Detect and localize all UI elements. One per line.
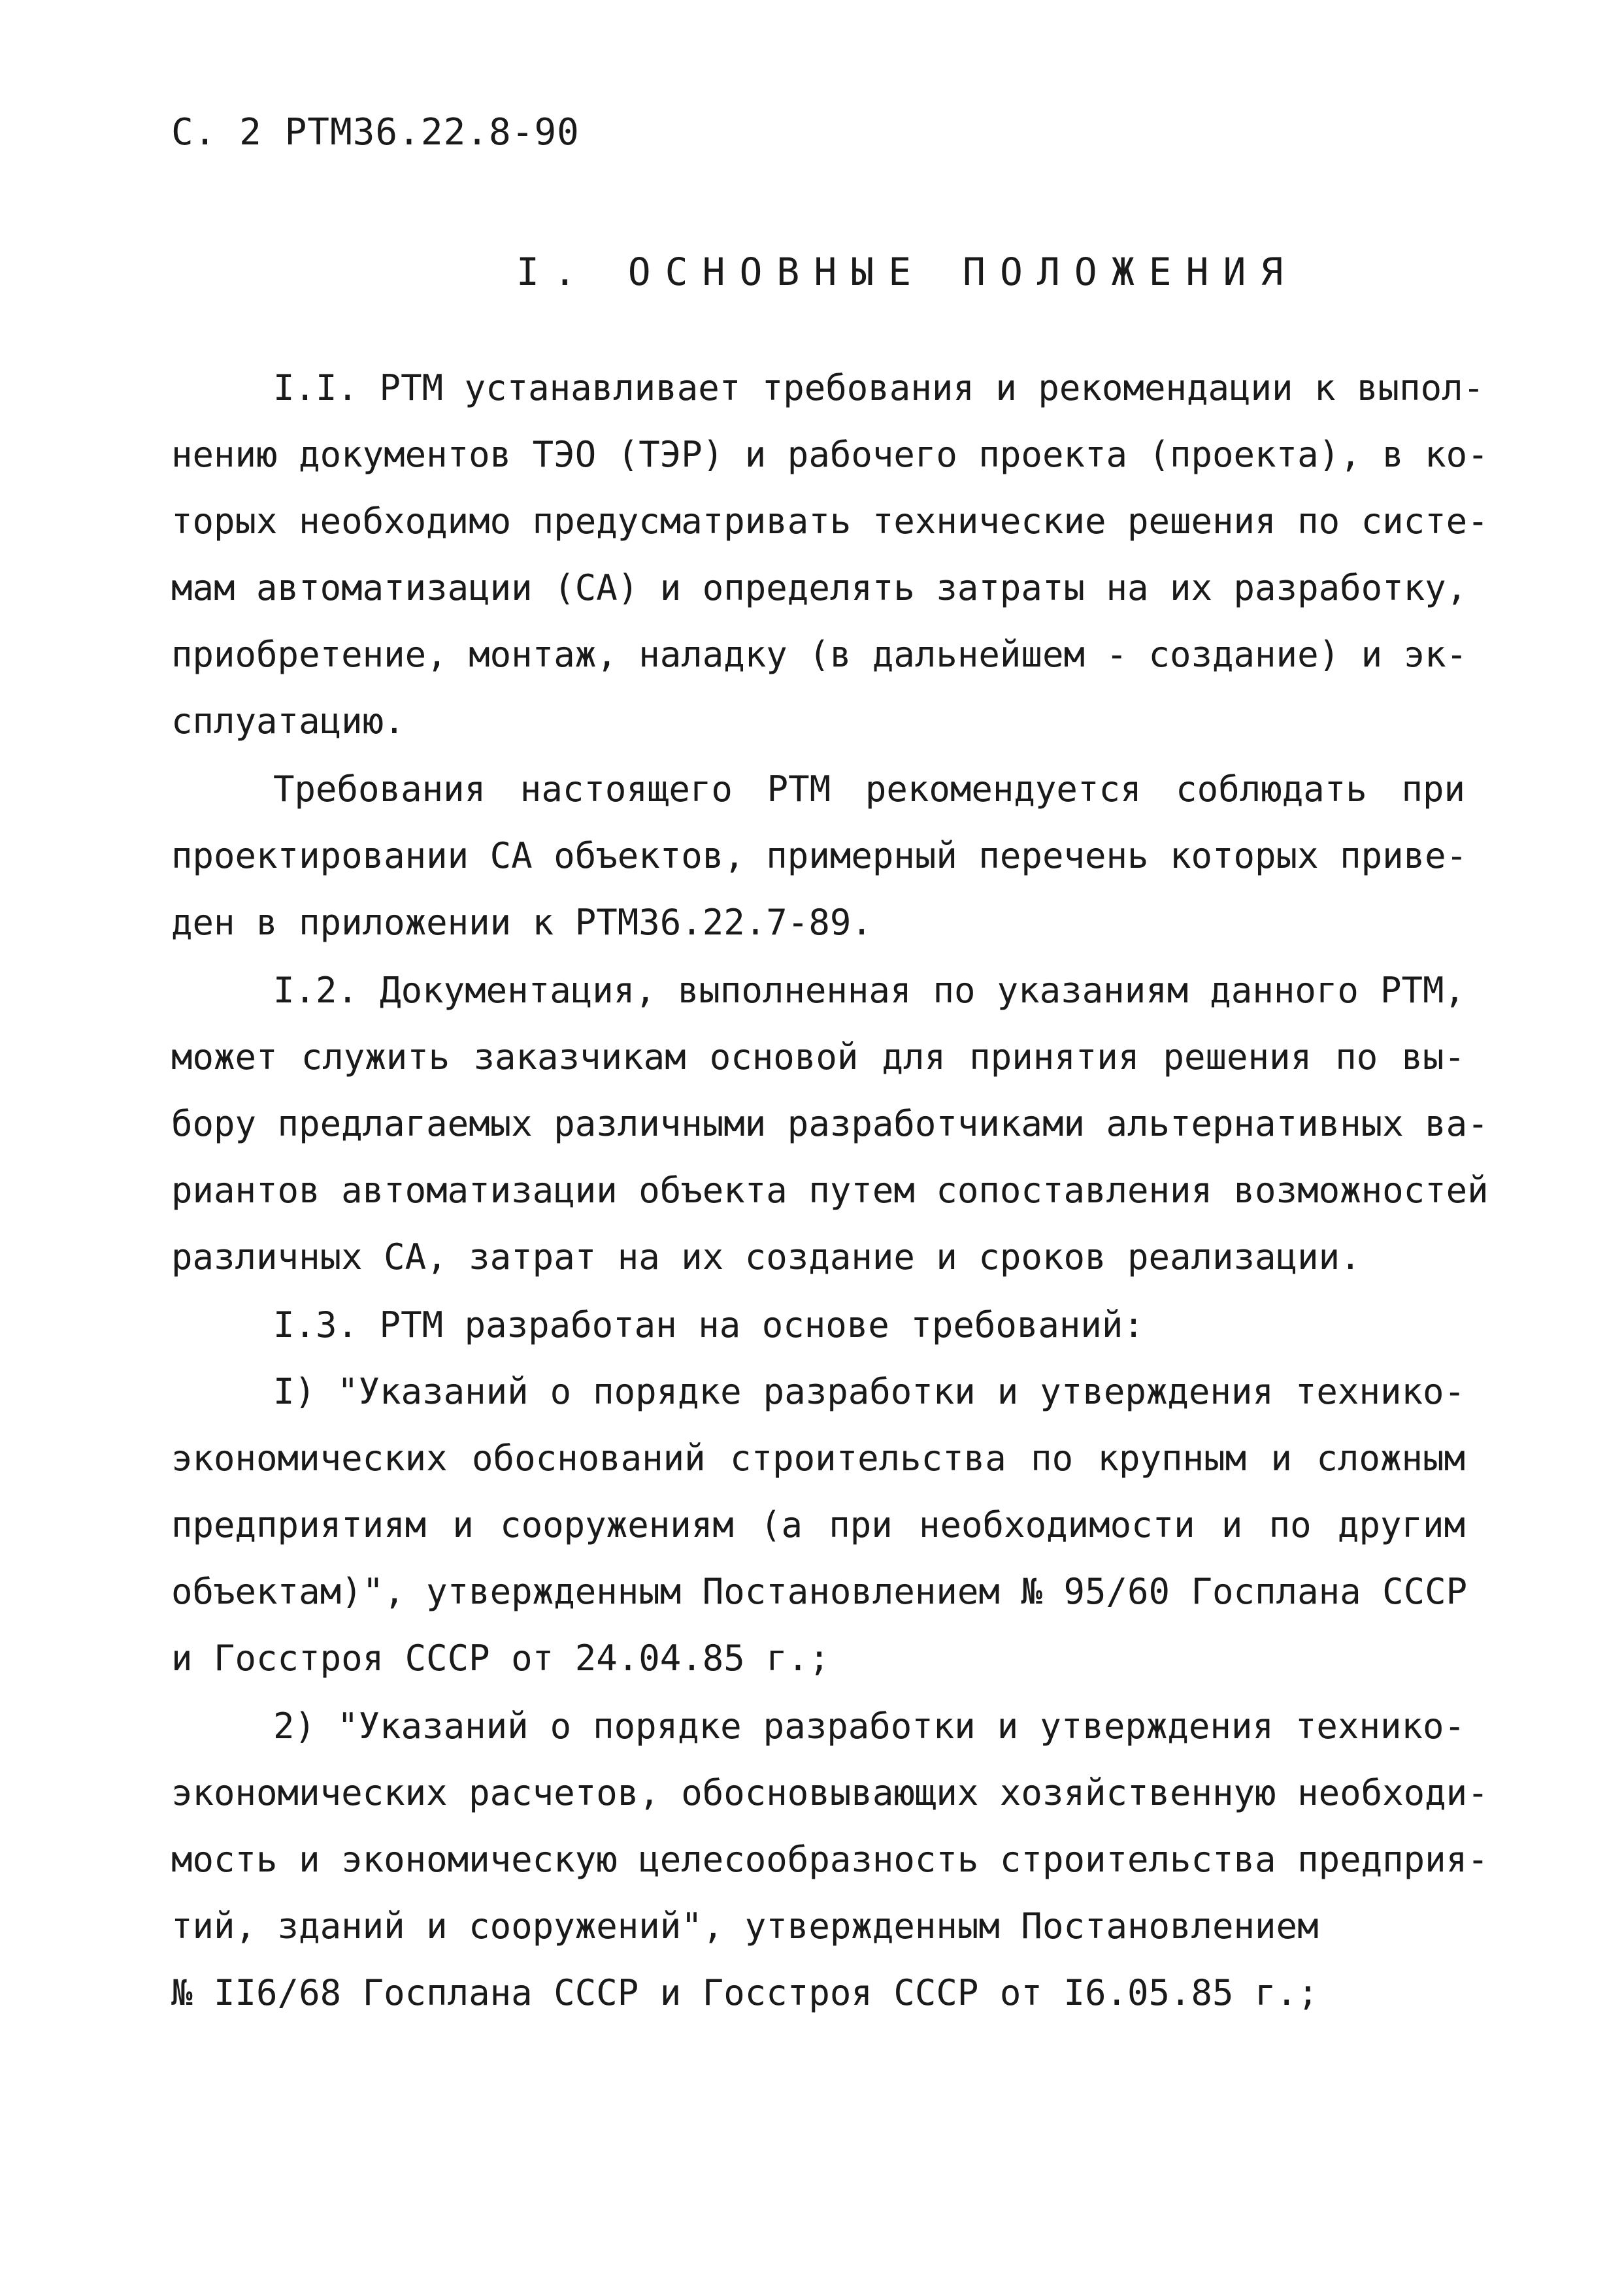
paragraph-line: экономических обоснований строительства по крупным и сложным [171, 1438, 1465, 1479]
page-header: С. 2 РТМ36.22.8-90 [171, 111, 580, 154]
paragraph-line: объектам)", утвержденным Постановлением № 95/60 Госплана СССР [171, 1571, 1468, 1612]
section-title: I. ОСНОВНЫЕ ПОЛОЖЕНИЯ [516, 250, 1298, 294]
paragraph-line: Требования настоящего РТМ рекомендуется соблюдать при [273, 768, 1465, 810]
paragraph-line: I) "Указаний о порядке разработки и утверждения технико- [273, 1371, 1465, 1412]
paragraph-line: I.I. РТМ устанавливает требования и рекомендации к выпол- [273, 367, 1485, 408]
paragraph-line: I.3. РТМ разработан на основе требований: [273, 1304, 1144, 1345]
paragraph-line: приобретение, монтаж, наладку (в дальнейшем - создание) и эк- [171, 634, 1468, 675]
paragraph-line: проектировании СА объектов, примерный перечень которых приве- [171, 835, 1468, 876]
paragraph-line: различных СА, затрат на их создание и сроков реализации. [171, 1236, 1361, 1278]
paragraph-line: мость и экономическую целесообразность строительства предприя- [171, 1839, 1489, 1880]
paragraph-line: сплуатацию. [171, 701, 405, 742]
paragraph-line: № II6/68 Госплана СССР и Госстроя СССР от I6.05.85 г.; [171, 1972, 1319, 2013]
paragraph-line: мам автоматизации (СА) и определять затраты на их разработку, [171, 567, 1468, 608]
paragraph-line: 2) "Указаний о порядке разработки и утверждения технико- [273, 1706, 1465, 1747]
paragraph-line: бору предлагаемых различными разработчиками альтернативных ва- [171, 1103, 1489, 1144]
paragraph-line: I.2. Документация, выполненная по указаниям данного РТМ, [273, 970, 1465, 1011]
paragraph-line: может служить заказчикам основой для принятия решения по вы- [171, 1036, 1465, 1078]
paragraph-line: тий, зданий и сооружений", утвержденным Постановлением [171, 1905, 1319, 1947]
paragraph-line: и Госстроя СССР от 24.04.85 г.; [171, 1638, 830, 1679]
paragraph-line: предприятиям и сооружениям (а при необходимости и по другим [171, 1504, 1465, 1545]
paragraph-line: ден в приложении к РТМ36.22.7-89. [171, 902, 872, 943]
paragraph-line: экономических расчетов, обосновывающих хозяйственную необходи- [171, 1772, 1489, 1813]
paragraph-line: риантов автоматизации объекта путем сопоставления возможностей [171, 1170, 1489, 1211]
paragraph-line: торых необходимо предусматривать технические решения по систе- [171, 501, 1489, 542]
paragraph-line: нению документов ТЭО (ТЭР) и рабочего проекта (проекта), в ко- [171, 434, 1489, 475]
